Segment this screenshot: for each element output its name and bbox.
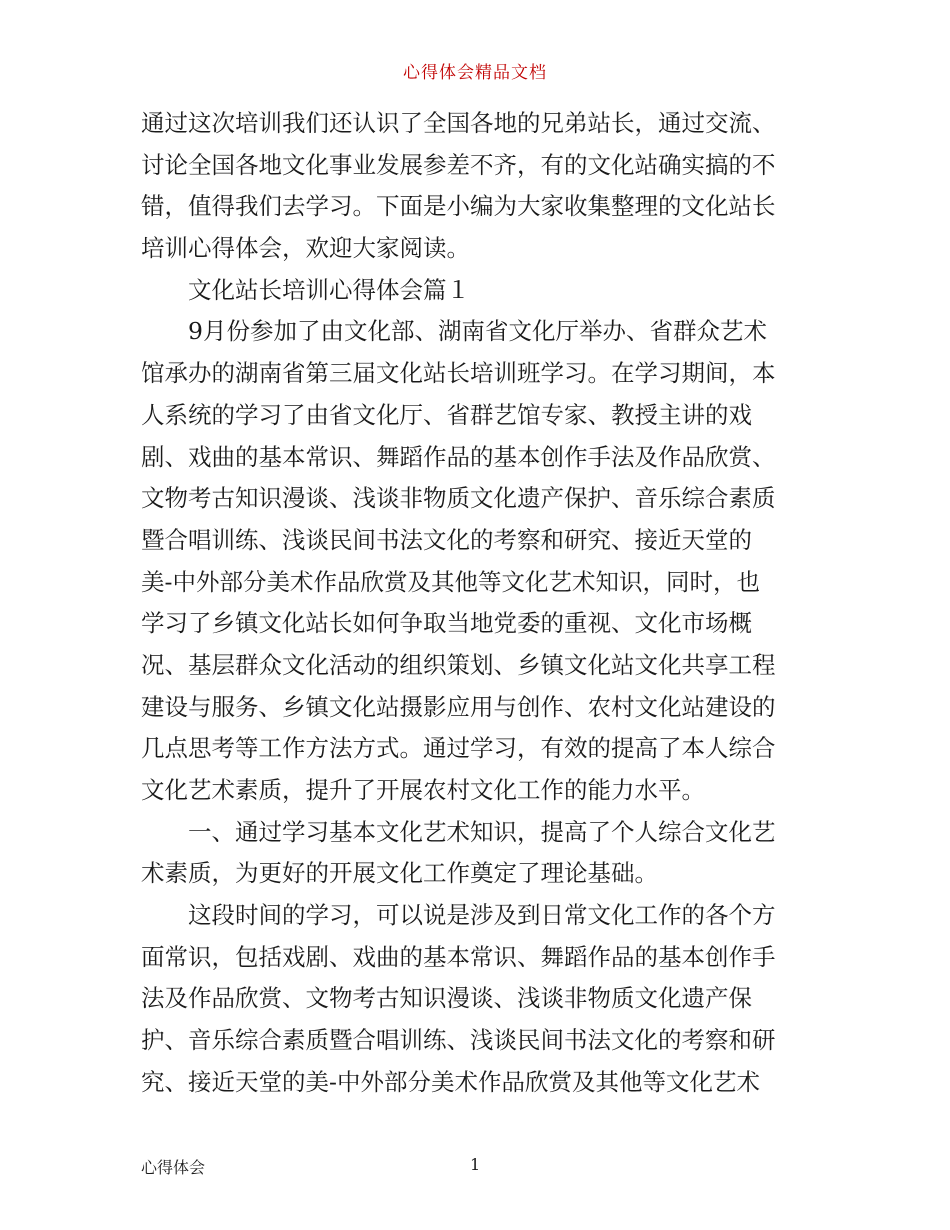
document-body [141,103,813,1104]
page-footer-label: 心得体会 [141,1158,206,1177]
body-line: 文化艺术素质，提升了开展农村文化工作的能力水平。 [141,776,705,804]
body-line: 培训心得体会，欢迎大家阅读。 [141,234,470,263]
page-header-title: 心得体会精品文档 [403,63,547,83]
body-line: 讨论全国各地文化事业发展参差不齐，有的文化站确实搞的不 [141,150,776,179]
body-line: 美-中外部分美术作品欣赏及其他等文化艺术知识，同时，也 [141,567,760,596]
body-line: 暨合唱训练、浅谈民间书法文化的考察和研究、接近天堂的 [141,525,752,554]
body-line: 错，值得我们去学习。下面是小编为大家收集整理的文化站长 [141,192,776,221]
body-line: 术素质，为更好的开展文化工作奠定了理论基础。 [141,859,658,888]
page-number: 1 [470,1155,481,1174]
body-line: 剧、戏曲的基本常识、舞蹈作品的基本创作手法及作品欣赏、 [141,442,776,471]
section-heading: 文化站长培训心得体会篇１ [188,275,470,304]
body-line: 馆承办的湖南省第三届文化站长培训班学习。在学习期间，本 [141,359,776,388]
body-line: 面常识，包括戏剧、戏曲的基本常识、舞蹈作品的基本创作手 [141,942,776,971]
body-line: 护、音乐综合素质暨合唱训练、浅谈民间书法文化的考察和研 [141,1026,776,1055]
body-line: 文物考古知识漫谈、浅谈非物质文化遗产保护、音乐综合素质 [141,484,776,513]
body-line: 9月份参加了由文化部、湖南省文化厅举办、省群众艺术 [188,317,767,346]
body-line: 究、接近天堂的美-中外部分美术作品欣赏及其他等文化艺术 [141,1067,760,1096]
body-line: 学习了乡镇文化站长如何争取当地党委的重视、文化市场概 [141,609,752,638]
body-line: 法及作品欣赏、文物考古知识漫谈、浅谈非物质文化遗产保 [141,984,752,1013]
body-line: 一、通过学习基本文化艺术知识，提高了个人综合文化艺 [188,817,776,846]
body-line: 建设与服务、乡镇文化站摄影应用与创作、农村文化站建设的 [141,692,776,721]
body-line: 这段时间的学习，可以说是涉及到日常文化工作的各个方 [188,901,776,930]
body-line: 况、基层群众文化活动的组织策划、乡镇文化站文化共享工程 [141,650,776,679]
body-line: 通过这次培训我们还认识了全国各地的兄弟站长，通过交流、 [141,109,776,137]
body-line: 人系统的学习了由省文化厅、省群艺馆专家、教授主讲的戏 [141,400,752,429]
body-line: 几点思考等工作方法方式。通过学习，有效的提高了本人综合 [141,734,776,763]
